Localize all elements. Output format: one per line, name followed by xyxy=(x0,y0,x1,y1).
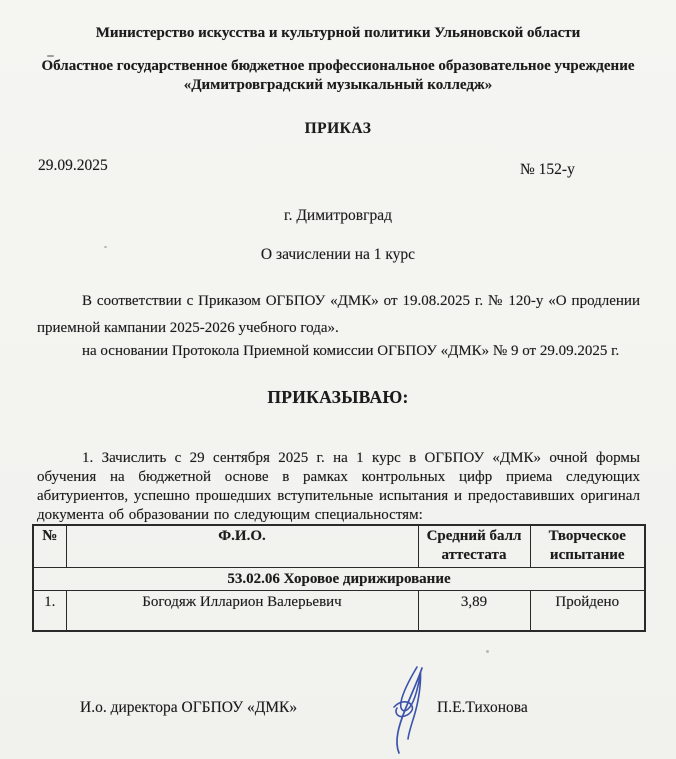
document-date: 29.09.2025 xyxy=(38,157,108,174)
signer-position-label: И.о. директора ОГБПОУ «ДМК» xyxy=(80,699,298,716)
specialty-title: 53.02.06 Хоровое дирижирование xyxy=(33,568,645,591)
cell-row-number: 1. xyxy=(33,591,66,632)
cell-creative-test-result: Пройдено xyxy=(530,591,645,632)
organization-name-line2: «Димитровградский музыкальный колледж» xyxy=(183,77,493,93)
column-header-test: Творческое испытание xyxy=(530,525,645,568)
preamble-paragraph-2: на основании Протокола Приемной комиссии ОГБПОУ «ДМК» № 9 от 29.09.2025 г. xyxy=(82,343,620,359)
order-item-1: 1. Зачислить с 29 сентября 2025 г. на 1 курс в ОГБПОУ «ДМК» очной формы обучения на бюджетной основе в рамках контрольных цифр приема следующих абитуриентов, успешно прошедших вступительные испытания и предоставивших оригинал документа об образовании по следующим специальностям: xyxy=(37,450,640,523)
document-number: № 152-у xyxy=(520,161,575,178)
cell-average-score: 3,89 xyxy=(418,591,530,632)
preamble-paragraph-1: В соответствии с Приказом ОГБПОУ «ДМК» от 19.08.2025 г. № 120-у «О продлении приемной кампании 2025-2026 учебного года». xyxy=(37,293,640,336)
enrollment-table xyxy=(32,524,646,632)
scan-speckle xyxy=(104,246,107,248)
date-number-row xyxy=(38,157,640,177)
order-heading: ПРИКАЗЫВАЮ: xyxy=(267,387,409,407)
column-header-name: Ф.И.О. xyxy=(66,525,418,568)
column-header-number: № xyxy=(33,525,66,568)
scan-speckle xyxy=(47,55,54,57)
organization-heading xyxy=(8,57,668,95)
specialty-row xyxy=(33,568,645,591)
document-subject: О зачислении на 1 курс xyxy=(260,246,416,263)
scan-speckle xyxy=(486,650,489,653)
table-row xyxy=(33,591,645,632)
signature-block xyxy=(0,655,676,759)
column-header-score: Средний балл аттестата xyxy=(418,525,530,568)
table-header-row xyxy=(33,525,645,568)
handwritten-signature-icon xyxy=(388,665,426,755)
ministry-heading: Министерство искусства и культурной политики Ульяновской области xyxy=(95,25,581,41)
document-city: г. Димитровград xyxy=(284,207,392,224)
cell-student-name: Богодяж Илларион Валерьевич xyxy=(66,591,418,632)
document-type-title: ПРИКАЗ xyxy=(304,120,372,137)
organization-name-line1: Областное государственное бюджетное профессиональное образовательное учреждение xyxy=(41,58,635,74)
signer-name: П.Е.Тихонова xyxy=(437,699,528,716)
